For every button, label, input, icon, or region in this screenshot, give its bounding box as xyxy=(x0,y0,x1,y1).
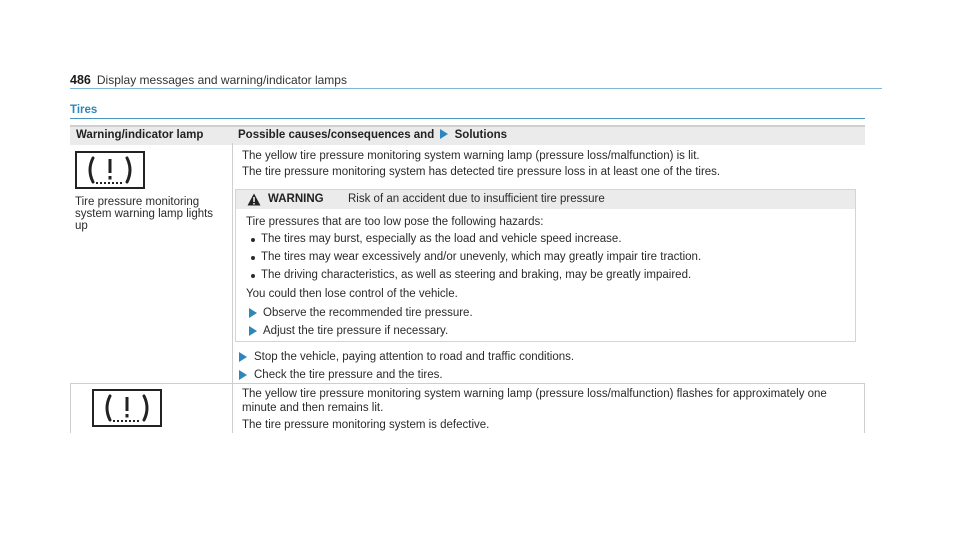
table-right-border xyxy=(864,383,865,433)
column-header-lamp: Warning/indicator lamp xyxy=(76,129,204,141)
column-header-causes xyxy=(238,129,507,141)
warning-action-1: Observe the recommended tire pressure. xyxy=(263,307,473,319)
warning-heading: Risk of an accident due to insufficient tire pressure xyxy=(348,193,605,205)
warning-label: WARNING xyxy=(268,193,324,205)
row-divider xyxy=(70,383,865,384)
tire-pressure-warning-icon xyxy=(75,151,145,189)
warning-header xyxy=(236,190,855,209)
column-header-solutions-label: Solutions xyxy=(454,129,508,141)
cause-paragraph-1: The yellow tire pressure monitoring system warning lamp (pressure loss/malfunction) is lit. xyxy=(242,150,700,162)
action-arrow-icon xyxy=(249,326,257,336)
section-title: Tires xyxy=(70,104,98,116)
row2-paragraph-2: The tire pressure monitoring system is defective. xyxy=(242,419,490,431)
row2-paragraph-1-line-2: minute and then remains lit. xyxy=(242,402,384,414)
cause-paragraph-2: The tire pressure monitoring system has detected tire pressure loss in at least one of the tires. xyxy=(242,166,721,178)
warning-bullet-2: The tires may wear excessively and/or unevenly, which may greatly impair tire traction. xyxy=(261,251,702,263)
lamp-description: Tire pressure monitoring system warning lamp lights up xyxy=(75,196,214,232)
bullet-dot-icon xyxy=(251,256,255,260)
bullet-dot-icon xyxy=(251,274,255,278)
tire-pressure-warning-icon xyxy=(92,389,162,427)
table-left-border xyxy=(70,383,71,433)
warning-triangle-icon xyxy=(247,193,261,209)
bullet-dot-icon xyxy=(251,238,255,242)
warning-intro: Tire pressures that are too low pose the following hazards: xyxy=(246,216,544,228)
page-header-title: Display messages and warning/indicator lamps xyxy=(96,73,347,87)
page-number: 486 xyxy=(70,73,91,87)
warning-bullet-1: The tires may burst, especially as the load and vehicle speed increase. xyxy=(261,233,622,245)
action-step-2: Check the tire pressure and the tires. xyxy=(254,369,443,381)
column-header-causes-label: Possible causes/consequences and xyxy=(238,129,435,141)
action-arrow-icon xyxy=(249,308,257,318)
action-arrow-icon xyxy=(239,370,247,380)
column-divider xyxy=(232,143,233,433)
warning-bullet-3: The driving characteristics, as well as steering and braking, may be greatly impaired. xyxy=(261,269,692,281)
warning-box xyxy=(235,189,856,342)
warning-action-2: Adjust the tire pressure if necessary. xyxy=(263,325,449,337)
section-heading xyxy=(70,104,865,119)
solutions-arrow-icon xyxy=(440,129,448,139)
page-header xyxy=(70,73,882,89)
row2-paragraph-1-line-1: The yellow tire pressure monitoring system warning lamp (pressure loss/malfunction) flashes for approximately one xyxy=(242,388,827,400)
action-step-1: Stop the vehicle, paying attention to road and traffic conditions. xyxy=(254,351,575,363)
warning-consequence: You could then lose control of the vehicle. xyxy=(246,288,458,300)
table-header xyxy=(70,125,865,145)
action-arrow-icon xyxy=(239,352,247,362)
